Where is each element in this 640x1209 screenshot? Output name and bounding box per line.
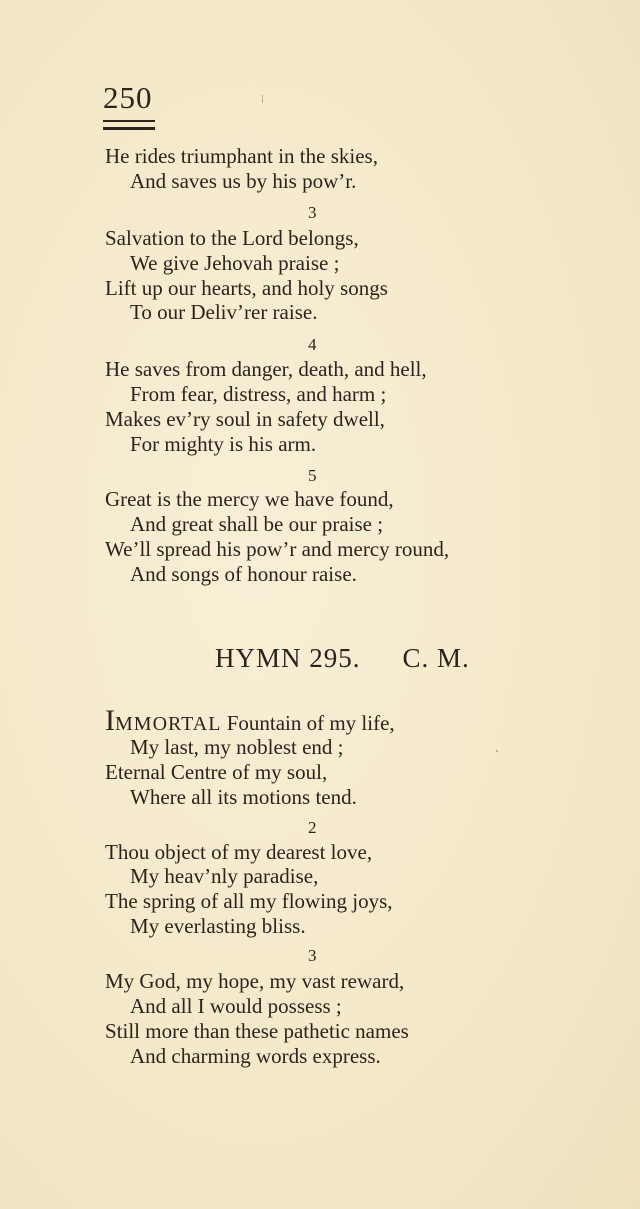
verse-number: 5: [308, 466, 317, 485]
verse-line: Thou object of my dearest love,: [105, 840, 373, 864]
verse-number: 3: [308, 946, 317, 965]
verse-line: We’ll spread his pow’r and mercy round,: [105, 537, 450, 561]
first-word-rest: MMORTAL: [115, 713, 222, 735]
verse-line: And songs of honour raise.: [130, 562, 357, 586]
verse-line: Where all its motions tend.: [130, 785, 357, 809]
verse-line: He saves from danger, death, and hell,: [105, 357, 427, 381]
verse-line: [105, 706, 395, 736]
drop-cap: I: [105, 704, 115, 737]
verse-line: We give Jehovah praise ;: [130, 251, 340, 275]
first-line-rest: Fountain of my life,: [226, 711, 395, 735]
paper-speck: [262, 95, 263, 103]
verse-line: Great is the mercy we have found,: [105, 487, 394, 511]
verse-line: Eternal Centre of my soul,: [105, 760, 328, 784]
verse-line: My God, my hope, my vast reward,: [105, 969, 405, 993]
verse-number: 3: [308, 203, 317, 222]
hymn-number: HYMN 295.: [215, 643, 361, 673]
paper-speck: [496, 750, 498, 752]
verse-line: The spring of all my flowing joys,: [105, 889, 393, 913]
verse-line: Still more than these pathetic names: [105, 1019, 409, 1043]
verse-line: And saves us by his pow’r.: [130, 169, 357, 193]
verse-line: Salvation to the Lord belongs,: [105, 226, 359, 250]
verse-line: And charming words express.: [130, 1044, 381, 1068]
verse-line: My last, my noblest end ;: [130, 735, 344, 759]
verse-line: My heav’nly paradise,: [130, 864, 319, 888]
verse-line: Lift up our hearts, and holy songs: [105, 276, 388, 300]
verse-line: My everlasting bliss.: [130, 914, 306, 938]
verse-line: Makes ev’ry soul in safety dwell,: [105, 407, 385, 431]
verse-line: From fear, distress, and harm ;: [130, 382, 387, 406]
verse-number: 4: [308, 335, 317, 354]
verse-line: And all I would possess ;: [130, 994, 342, 1018]
verse-line: To our Deliv’rer raise.: [130, 300, 318, 324]
header-rule: [103, 120, 155, 122]
verse-line: For mighty is his arm.: [130, 432, 317, 456]
header-rule: [103, 127, 155, 130]
hymn-title: [215, 643, 470, 674]
page-number: 250: [103, 80, 153, 115]
verse-number: 2: [308, 818, 317, 837]
verse-line: He rides triumphant in the skies,: [105, 144, 378, 168]
hymn-meter: C. M.: [402, 643, 470, 673]
verse-line: And great shall be our praise ;: [130, 512, 384, 536]
